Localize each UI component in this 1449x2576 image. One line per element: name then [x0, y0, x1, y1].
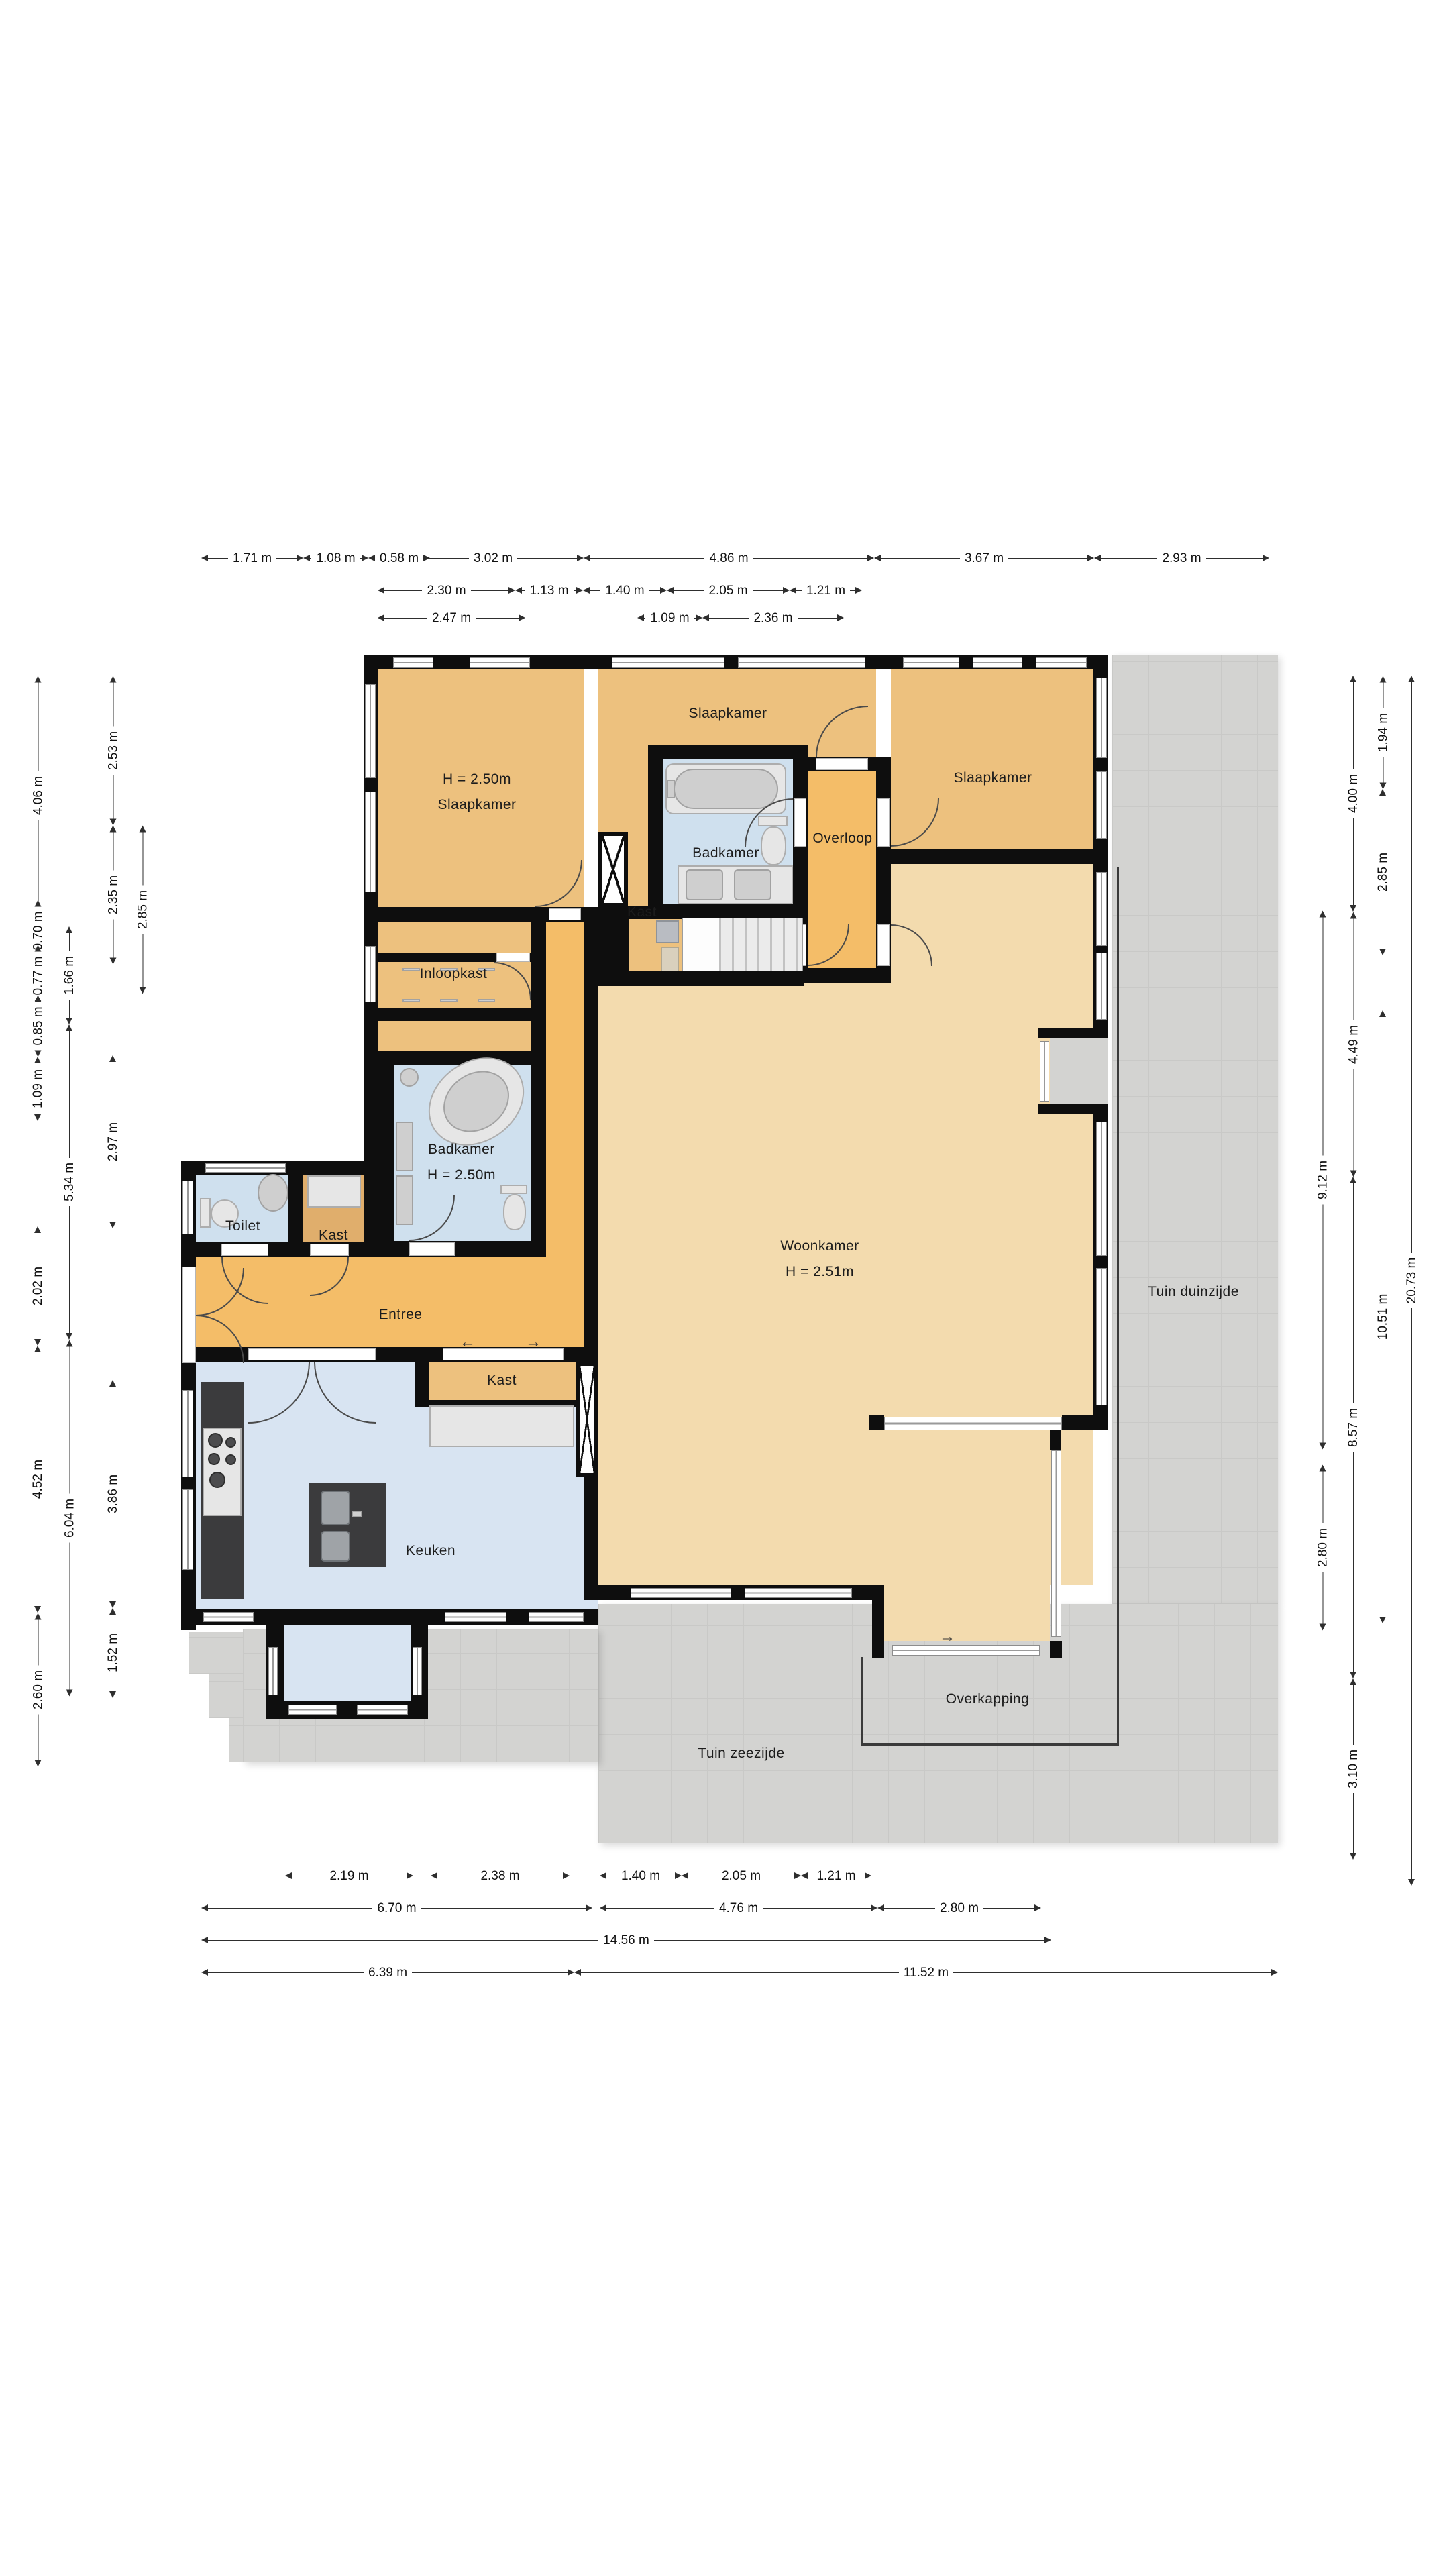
window [903, 657, 959, 668]
wall [415, 1362, 429, 1405]
dimension-h: 6.70 m [201, 1900, 592, 1915]
room-terras-nis [1050, 1038, 1108, 1104]
wall [288, 1175, 303, 1242]
window [1040, 1041, 1049, 1102]
window [745, 1588, 852, 1598]
label-kast-keuken: Kast [486, 1373, 517, 1388]
wall [378, 1008, 531, 1021]
dimension-v: 2.53 m [105, 676, 120, 825]
shaft [598, 832, 628, 907]
terrace-tiles [1112, 655, 1278, 1604]
dimension-v: 2.85 m [1375, 789, 1390, 955]
label-kast-midden: Kast [627, 904, 657, 920]
fixture [686, 869, 723, 900]
door-opening [182, 1267, 196, 1363]
label-badkamer: Badkamer [428, 1142, 495, 1157]
dimension-v: 2.60 m [30, 1613, 45, 1766]
fixture [209, 1472, 225, 1488]
fixture [321, 1491, 350, 1525]
fixture [500, 1185, 527, 1194]
dimension-h: 1.71 m [201, 551, 303, 566]
fixture [661, 947, 679, 971]
dimension-h: 1.13 m [515, 583, 583, 598]
window [470, 657, 530, 668]
dimension-v: 20.73 m [1404, 676, 1419, 1886]
label-entree: Entree [378, 1307, 423, 1322]
dimension-h: 2.05 m [682, 1868, 801, 1883]
window [182, 1489, 193, 1570]
fixture [396, 1122, 413, 1171]
dimension-v: 1.66 m [62, 926, 76, 1024]
window [413, 1647, 422, 1695]
slide-arrow-icon: → [939, 1627, 955, 1646]
door-opening [496, 953, 530, 962]
wall [584, 907, 598, 1347]
window [182, 1181, 193, 1234]
closet-rail [402, 999, 420, 1002]
dimension-v: 2.80 m [1315, 1464, 1330, 1630]
label-keuken: Keuken [405, 1543, 456, 1558]
label-woonkamer-h: H = 2.51m [786, 1264, 854, 1279]
wall [378, 1051, 394, 1257]
door-opening [310, 1244, 349, 1256]
label-kast-hal: Kast [318, 1228, 349, 1243]
dimension-v: 0.70 m [30, 920, 45, 961]
dimension-v: 0.77 m [30, 961, 45, 1006]
dimension-h: 6.39 m [201, 1965, 574, 1980]
dimension-h: 1.08 m [303, 551, 368, 566]
fixture [321, 1531, 350, 1562]
dimension-h: 2.47 m [378, 610, 525, 625]
dimension-v: 4.52 m [30, 1346, 45, 1613]
wall [869, 1415, 884, 1430]
fixture [674, 769, 778, 809]
window [973, 657, 1022, 668]
wall [1038, 1028, 1108, 1038]
dimension-h: 0.58 m [368, 551, 402, 566]
window [203, 1612, 254, 1622]
terrace-step [209, 1674, 243, 1718]
dimension-h: 1.40 m [583, 583, 667, 598]
label-tuin-duinzijde: Tuin duinzijde [1148, 1284, 1239, 1299]
room-gang [546, 922, 584, 1257]
wall [891, 849, 1108, 864]
door-opening [794, 798, 806, 847]
fixture [667, 780, 675, 798]
overkapping-outline [861, 1657, 863, 1743]
slide-arrow-icon: ← [460, 1333, 476, 1351]
overkapping-outline [861, 1743, 1119, 1746]
dimension-v: 2.97 m [105, 1055, 120, 1228]
door-opening [549, 908, 581, 920]
label-toilet: Toilet [225, 1218, 261, 1234]
closet-rail [478, 999, 495, 1002]
window [393, 657, 433, 668]
fixture [200, 1198, 211, 1228]
dimension-v: 9.12 m [1315, 910, 1330, 1449]
room-uitbouw [884, 1430, 1050, 1641]
label-overkapping: Overkapping [945, 1691, 1030, 1707]
dimension-v: 1.09 m [30, 1057, 45, 1121]
dimension-v: 3.10 m [1346, 1678, 1360, 1860]
window [288, 1705, 337, 1715]
wall [793, 968, 891, 983]
dimension-v: 3.86 m [105, 1380, 120, 1608]
window [1096, 1268, 1107, 1405]
window [529, 1612, 584, 1622]
label-overloop: Overloop [812, 830, 873, 846]
wall [648, 745, 663, 906]
window [205, 1163, 286, 1173]
dimension-h: 1.09 m [637, 610, 702, 625]
wall [614, 971, 804, 986]
dimension-v: 4.00 m [1346, 676, 1360, 912]
window [884, 1417, 1062, 1430]
label-slaapkamer-1-h: H = 2.50m [443, 771, 511, 787]
overkapping-outline [1117, 867, 1119, 1743]
dimension-h: 2.05 m [667, 583, 790, 598]
closet-rail [402, 968, 420, 971]
window [365, 792, 376, 892]
door-opening [877, 798, 890, 847]
dimension-v: 1.94 m [1375, 676, 1390, 789]
dimension-v: 6.04 m [62, 1340, 76, 1696]
wall [872, 1641, 884, 1658]
fixture [208, 1433, 223, 1448]
dimension-h: 1.21 m [801, 1868, 871, 1883]
slide-arrow-icon: → [525, 1333, 541, 1351]
label-slaapkamer-2: Slaapkamer [688, 706, 767, 721]
fixture [225, 1437, 236, 1448]
shaft [576, 1362, 598, 1477]
room-keuken-erker [284, 1625, 411, 1701]
window [182, 1390, 193, 1477]
fixture [734, 869, 771, 900]
dimension-h: 11.52 m [574, 1965, 1278, 1980]
dimension-h: 4.76 m [600, 1900, 877, 1915]
dimension-v: 2.85 m [135, 825, 150, 994]
dimension-v: 2.35 m [105, 825, 120, 964]
wall [584, 1477, 598, 1585]
wall [1050, 1641, 1062, 1658]
wall [648, 745, 808, 759]
dimension-v: 1.52 m [105, 1608, 120, 1698]
dimension-h: 4.86 m [584, 551, 874, 566]
window [365, 946, 376, 1002]
fixture [352, 1511, 362, 1517]
wall [1062, 1415, 1108, 1430]
dimension-v: 4.49 m [1346, 912, 1360, 1177]
wall [1038, 1104, 1108, 1114]
window [1036, 657, 1087, 668]
window [1096, 953, 1107, 1020]
window [892, 1645, 1040, 1656]
fixture [307, 1175, 361, 1208]
dimension-v: 8.57 m [1346, 1177, 1360, 1678]
fixture [258, 1174, 288, 1212]
fixture [208, 1453, 220, 1465]
label-slaapkamer-1: Slaapkamer [437, 797, 517, 812]
door-opening [816, 758, 868, 770]
window [268, 1647, 278, 1695]
dimension-h: 3.02 m [402, 551, 584, 566]
label-woonkamer: Woonkamer [780, 1238, 859, 1254]
room-ante [378, 922, 531, 954]
door-opening [248, 1348, 376, 1360]
window [357, 1705, 408, 1715]
dimension-v: 10.51 m [1375, 1010, 1390, 1623]
dimension-h: 1.21 m [790, 583, 862, 598]
door-opening [877, 924, 890, 966]
fixture [225, 1454, 236, 1465]
wall [1050, 1430, 1061, 1450]
dimension-v: 2.02 m [30, 1226, 45, 1346]
label-badkamer-boven: Badkamer [692, 845, 759, 861]
dimension-v: 4.06 m [30, 676, 45, 915]
window [1096, 1122, 1107, 1256]
dimension-h: 2.36 m [702, 610, 844, 625]
label-tuin-zeezijde: Tuin zeezijde [698, 1746, 785, 1761]
dimension-h: 2.19 m [285, 1868, 413, 1883]
wall [378, 1241, 546, 1257]
terrace-step [189, 1632, 243, 1674]
terrace-step [229, 1718, 243, 1762]
dimension-h: 2.38 m [431, 1868, 570, 1883]
closet-rail [440, 999, 458, 1002]
window [1096, 771, 1107, 839]
window [1051, 1450, 1061, 1637]
dimension-h: 2.30 m [378, 583, 515, 598]
dimension-h: 2.80 m [877, 1900, 1041, 1915]
dimension-h: 2.93 m [1094, 551, 1269, 566]
fixture [400, 1068, 419, 1087]
stair-tread [683, 918, 719, 971]
window [365, 684, 376, 778]
label-slaapkamer-3: Slaapkamer [953, 770, 1032, 786]
wall [531, 922, 546, 1257]
fixture [429, 1405, 574, 1447]
label-inloopkast: Inloopkast [419, 966, 488, 981]
fixture [503, 1194, 526, 1230]
window [445, 1612, 506, 1622]
door-opening [221, 1244, 268, 1256]
window [1096, 872, 1107, 946]
door-opening [409, 1242, 455, 1256]
dimension-h: 1.40 m [600, 1868, 682, 1883]
window [631, 1588, 731, 1598]
window [738, 657, 865, 668]
dimension-v: 5.34 m [62, 1024, 76, 1340]
dimension-v: 0.85 m [30, 1006, 45, 1057]
dimension-h: 14.56 m [201, 1933, 1051, 1947]
dimension-h: 3.67 m [874, 551, 1094, 566]
room-strook [378, 1021, 531, 1051]
window [612, 657, 724, 668]
label-badkamer-h: H = 2.50m [427, 1167, 496, 1183]
fixture [656, 920, 679, 943]
window [1096, 678, 1107, 758]
